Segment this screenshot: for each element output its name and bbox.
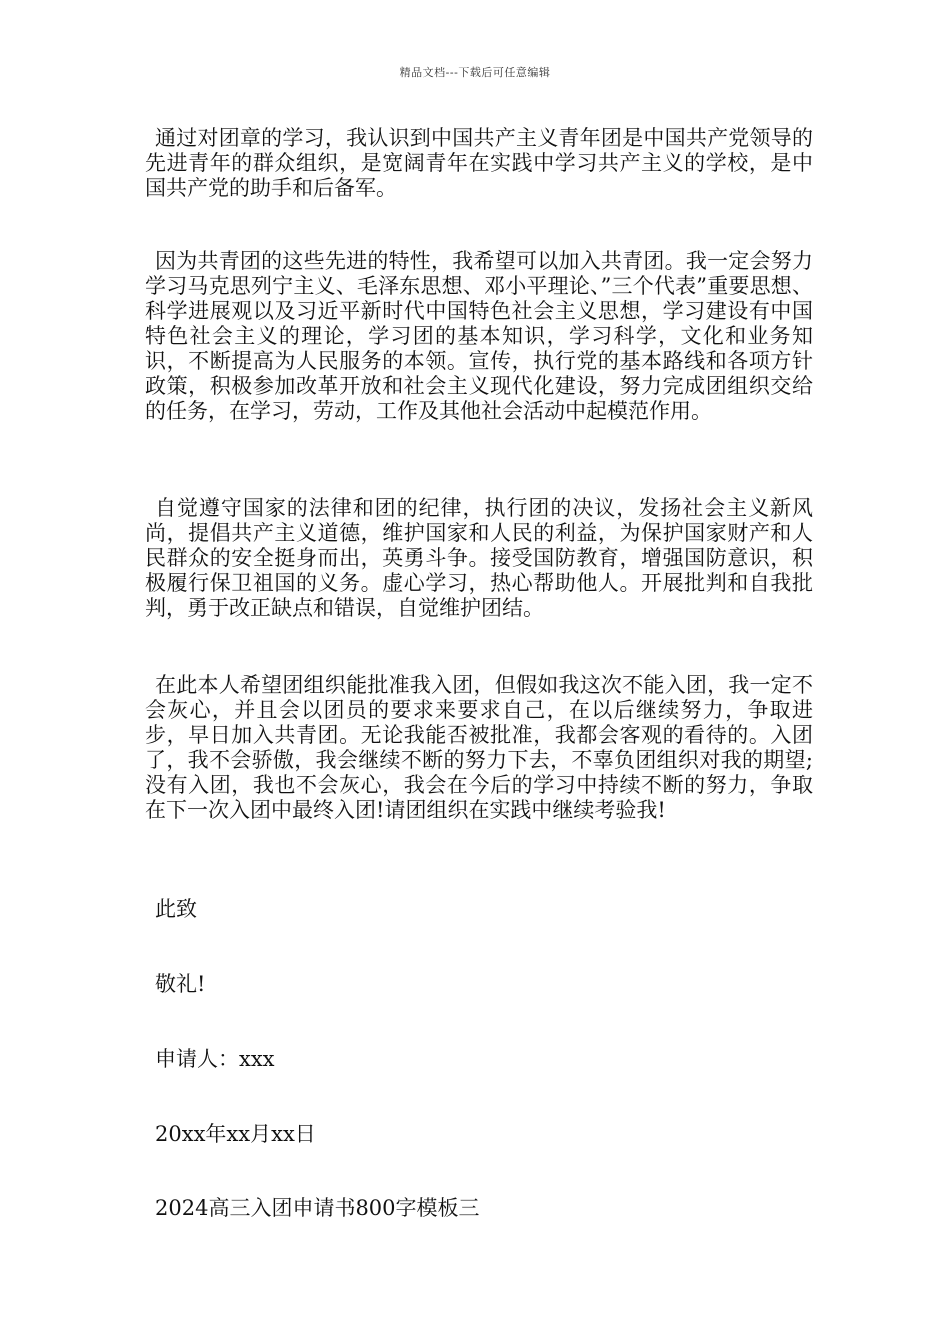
next-section-title: 2024高三入团申请书800字模板三	[155, 1196, 480, 1220]
date-line: 20xx年xx月xx日	[155, 1122, 316, 1146]
page-header: 精品文档---下载后可任意编辑	[399, 66, 551, 79]
closing-regards: 敬礼!	[155, 972, 206, 996]
applicant-line: 申请人：xxx	[155, 1047, 275, 1071]
paragraph-1: 通过对团章的学习，我认识到中国共产主义青年团是中国共产党领导的先进青年的群众组织，是宽阔青年在实践中学习共产主义的学校，是中国共产党的助手和后备军。	[145, 126, 813, 200]
closing-salutation: 此致	[155, 897, 197, 921]
paragraph-2: 因为共青团的这些先进的特性，我希望可以加入共青团。我一定会努力学习马克思列宁主义、毛泽东思想、邓小平理论、”三个代表”重要思想、科学进展观以及习近平新时代中国特色社会主义思想，学习建设有中国特色社会主义的理论，学习团的基本知识，学习科学，文化和业务知识，不断提高为人民服务的本领。宣传，执行党的基本路线和各项方针政策，积极参加改革开放和社会主义现代化建设，努力完成团组织交给的任务，在学习，劳动，工作及其他社会活动中起模范作用。	[145, 249, 813, 423]
paragraph-4: 在此本人希望团组织能批准我入团，但假如我这次不能入团，我一定不会灰心，并且会以团员的要求来要求自己，在以后继续努力，争取进步，早日加入共青团。无论我能否被批准，我都会客观的看待的。入团了，我不会骄傲，我会继续不断的努力下去，不辜负团组织对我的期望;没有入团，我也不会灰心，我会在今后的学习中持续不断的努力，争取在下一次入团中最终入团!请团组织在实践中继续考验我!	[145, 673, 813, 822]
paragraph-3: 自觉遵守国家的法律和团的纪律，执行团的决议，发扬社会主义新风尚，提倡共产主义道德，维护国家和人民的利益，为保护国家财产和人民群众的安全挺身而出，英勇斗争。接受国防教育，增强国防意识，积极履行保卫祖国的义务。虚心学习，热心帮助他人。开展批判和自我批判，勇于改正缺点和错误，自觉维护团结。	[145, 496, 813, 620]
